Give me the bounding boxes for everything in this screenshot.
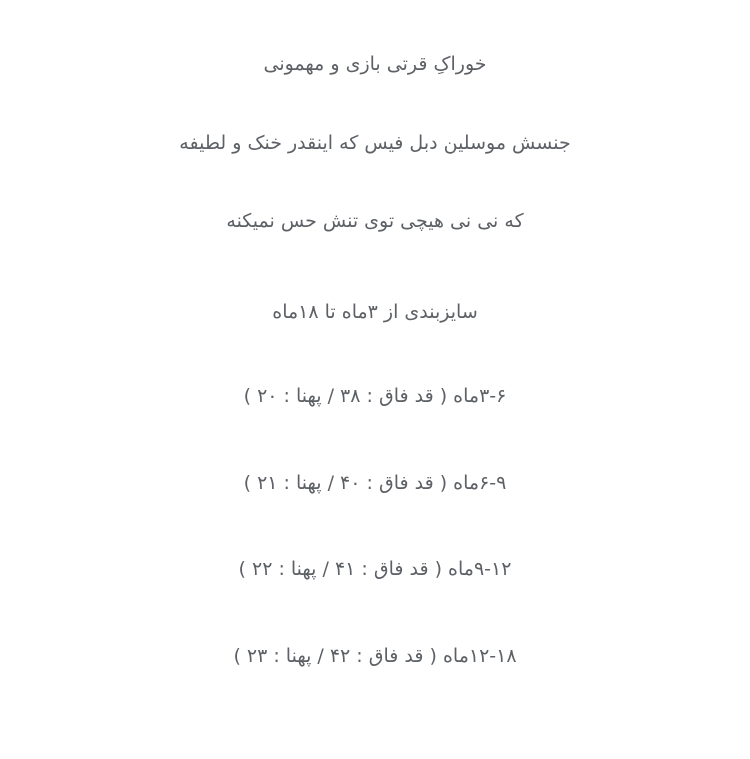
fabric-description: جنسش موسلین دبل فیس که اینقدر خنک و لطیفه: [179, 131, 571, 154]
comfort-description: که نی نی هیچی توی تنش حس نمیکنه: [226, 210, 524, 232]
size-row-9-12-months: ۹-۱۲ماه ( قد فاق : ۴۱ / پهنا : ۲۲ ): [238, 558, 512, 580]
size-row-12-18-months: ۱۲-۱۸ماه ( قد فاق : ۴۲ / پهنا : ۲۳ ): [233, 644, 517, 667]
sizing-heading: سایزبندی از ۳ماه تا ۱۸ماه: [272, 300, 478, 323]
product-title: خوراکِ قرتی بازی و مهمونی: [263, 53, 487, 75]
size-row-6-9-months: ۶-۹ماه ( قد فاق : ۴۰ / پهنا : ۲۱ ): [243, 471, 507, 494]
size-row-3-6-months: ۳-۶ماه ( قد فاق : ۳۸ / پهنا : ۲۰ ): [243, 385, 507, 407]
